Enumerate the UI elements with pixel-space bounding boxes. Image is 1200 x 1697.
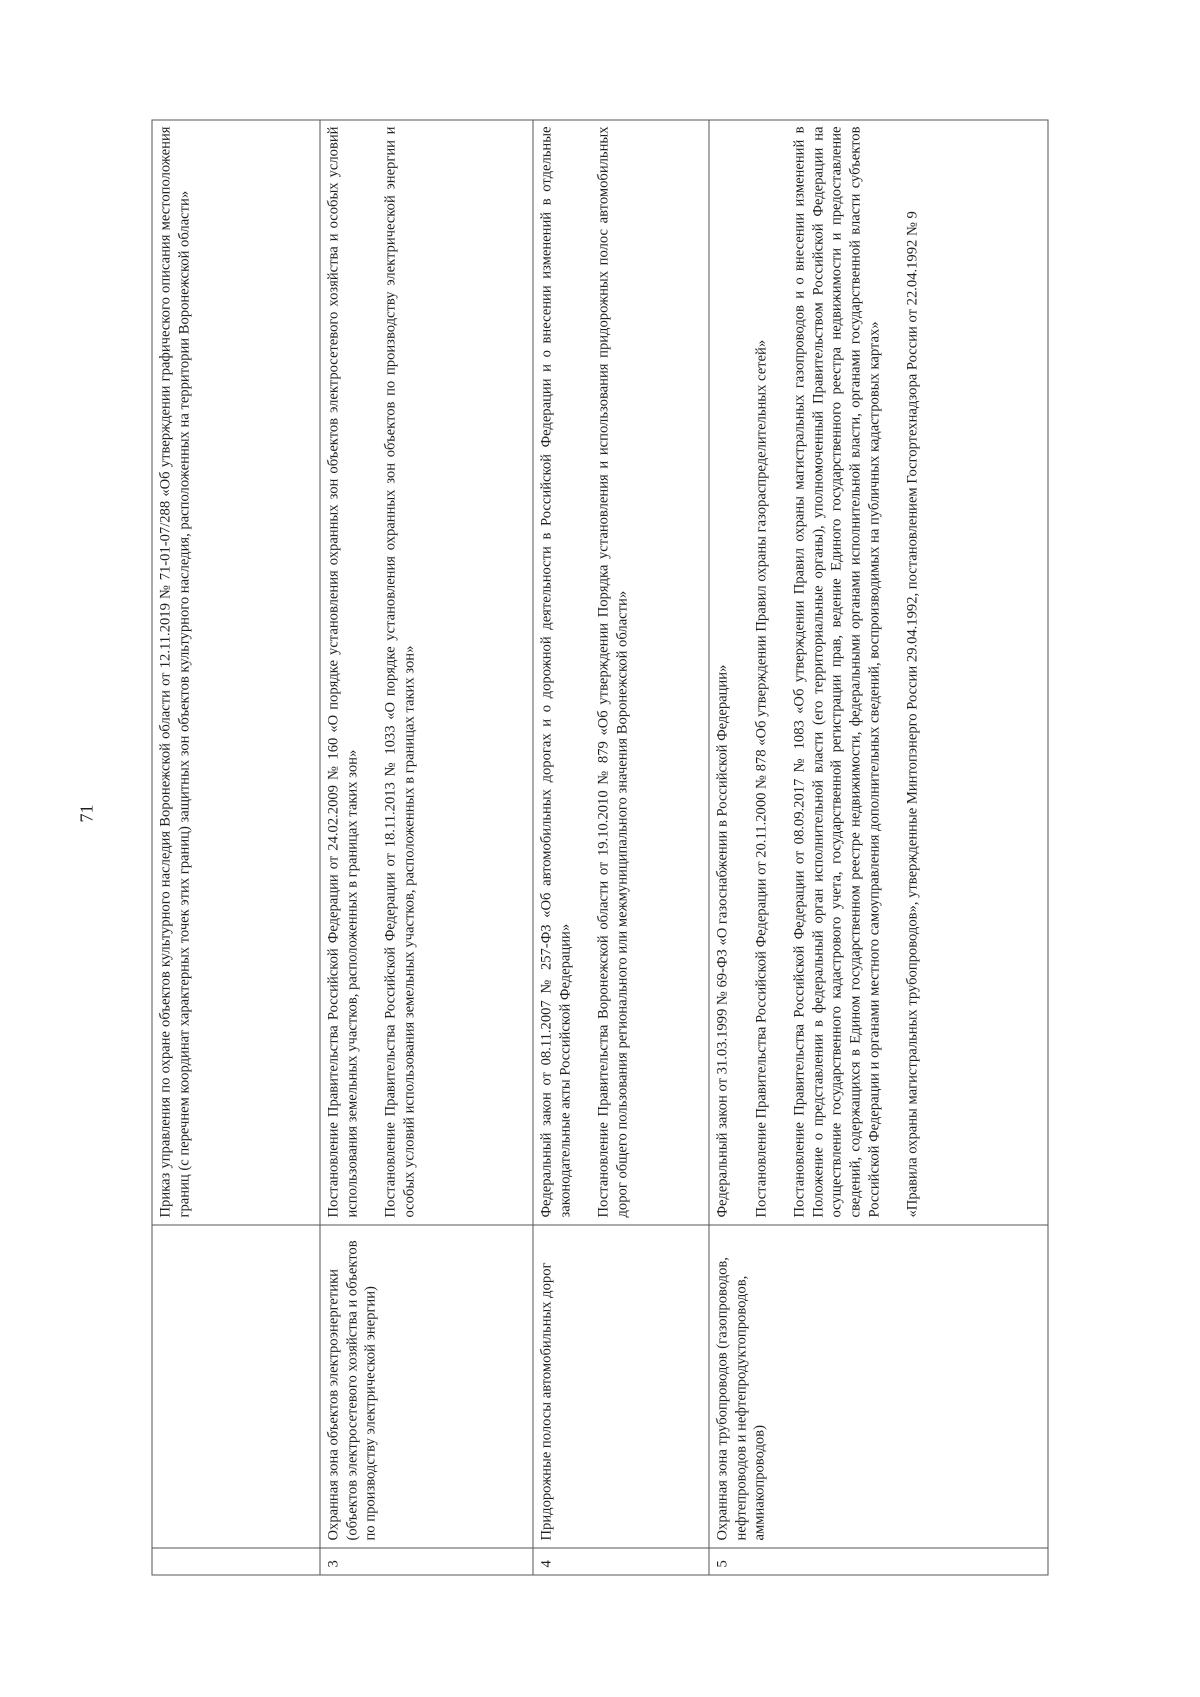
document-text: Федеральный закон от 08.11.2007 № 257-ФЗ «Об автомобильных дорогах и о дорожной деятельности в Российской Федерации и о внесении изменений в отдельные законодательные акты Российской Федерации» bbox=[538, 126, 574, 1218]
row-number-cell bbox=[533, 1548, 709, 1575]
table-row bbox=[320, 120, 533, 1575]
zone-cell bbox=[533, 1225, 709, 1548]
row-number: 3 bbox=[325, 1560, 342, 1568]
zone-name: Охранная зона объектов электроэнергетики (объектов электросетевого хозяйства и объектов по производству электрической энергии) bbox=[325, 1240, 379, 1541]
row-number-cell bbox=[320, 1548, 533, 1575]
document-text: Постановление Правительства Российской Федерации от 20.11.2000 № 878 «Об утверждении Правил охраны газораспределительных сетей» bbox=[753, 339, 770, 1218]
zone-name: Придорожные полосы автомобильных дорог bbox=[538, 1262, 555, 1541]
zone-cell bbox=[709, 1225, 1048, 1548]
zone-name: Охранная зона трубопроводов (газопроводов, нефтепроводов и нефтепродуктопроводов, аммиакопроводов) bbox=[714, 1257, 768, 1541]
zone-cell bbox=[152, 1225, 320, 1548]
regulations-table bbox=[152, 120, 1049, 1576]
row-number-cell bbox=[709, 1548, 1048, 1575]
row-number: 5 bbox=[714, 1560, 731, 1568]
documents-cell bbox=[709, 120, 1048, 1225]
page-number: 71 bbox=[76, 804, 97, 823]
document-text: Постановление Правительства Российской Федерации от 24.02.2009 № 160 «О порядке установления охранных зон объектов электросетевого хозяйства и особых условий использования земельных участков, расположенных в границах таких зон» bbox=[325, 126, 361, 1218]
document-text: Постановление Правительства Российской Федерации от 08.09.2017 № 1083 «Об утверждении Правил охраны магистральных газопроводов и о внесении изменений в Положение о представлении в федеральный орган исполнительной власти (его территориальные органы), уполномоченный Правительством Российской Федерации на осуществление государственного кадастрового учета, государственной регистрации прав, ведение Единого государственного реестра недвижимости и предоставление сведений, содержащихся в Едином государственном реестре недвижимости, федеральными органами исполнительной власти, органами государственной власти субъектов Российской Федерации и органами местного самоуправления дополнительных сведений, воспроизводимых на публичных кадастровых картах» bbox=[791, 126, 883, 1218]
document-text: Постановление Правительства Российской Федерации от 18.11.2013 № 1033 «О порядке установления охранных зон объектов по производству электрической энергии и особых условий использования земельных участков, расположенных в границах таких зон» bbox=[382, 126, 418, 1218]
zone-cell bbox=[320, 1225, 533, 1548]
table-row bbox=[152, 120, 320, 1575]
documents-cell bbox=[533, 120, 709, 1225]
table-row bbox=[533, 120, 709, 1575]
documents-cell bbox=[152, 120, 320, 1225]
rotated-page-content bbox=[152, 121, 1049, 1576]
row-number-cell bbox=[152, 1548, 320, 1575]
table-row bbox=[709, 120, 1048, 1575]
documents-cell bbox=[320, 120, 533, 1225]
document-text: Постановление Правительства Воронежской области от 19.10.2010 № 879 «Об утверждении Порядка установления и использования придорожных полос автомобильных дорог общего пользования регионального или межмуниципального значения Воронежской области» bbox=[595, 126, 631, 1218]
document-text: Приказ управления по охране объектов культурного наследия Воронежской области от 12.11.2019 № 71-01-07/288 «Об утверждении графического описания местоположения границ (с перечнем координат характерных точек этих границ) защитных зон объектов культурного наследия, расположенных на территории Воронежской области» bbox=[157, 126, 193, 1218]
document-text: Федеральный закон от 31.03.1999 № 69-ФЗ «О газоснабжении в Российской Федерации» bbox=[714, 664, 731, 1218]
row-number: 4 bbox=[538, 1560, 555, 1568]
document-text: «Правила охраны магистральных трубопроводов», утвержденные Минтопэнерго России 29.04.1992, постановлением Госгортехнадзора России от 22.04.1992 № 9 bbox=[904, 211, 921, 1218]
